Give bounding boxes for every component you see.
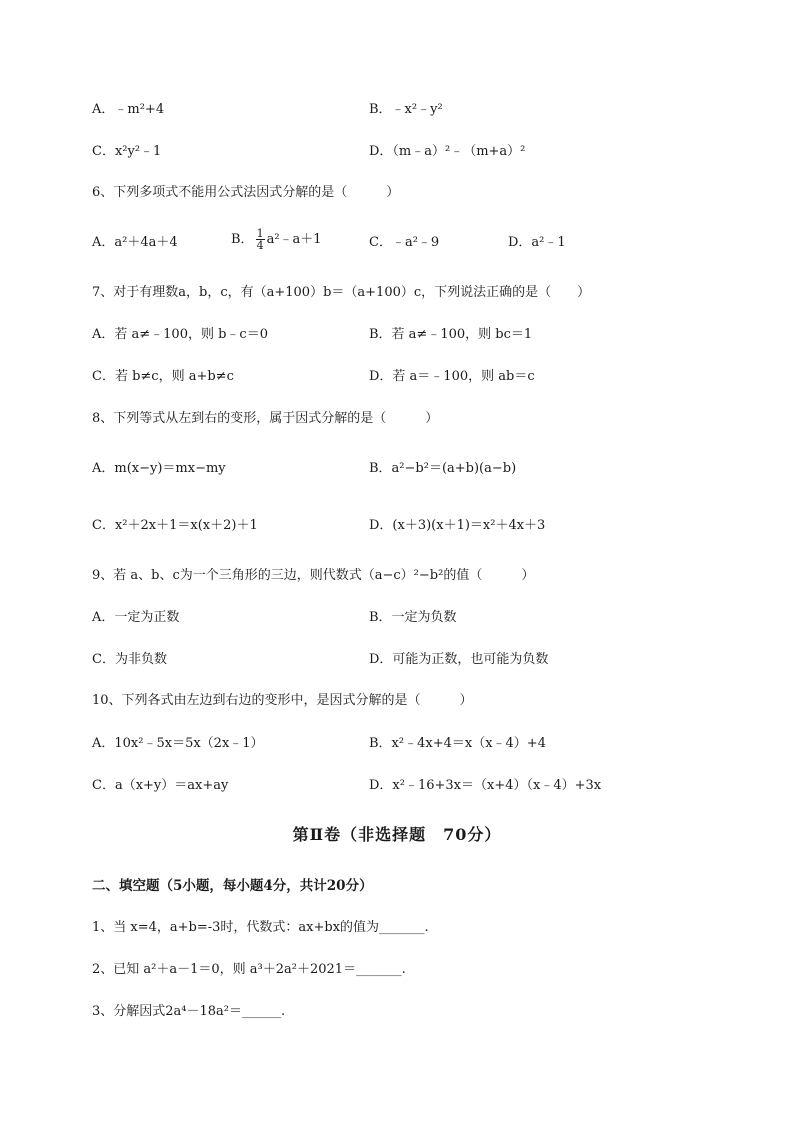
- q10-stem: 10、下列各式由左边到右边的变形中，是因式分解的是（ ）: [92, 693, 473, 708]
- q5-option-d: D．（m﹣a）²﹣（m+a）²: [369, 144, 526, 159]
- fill-item-1: 1、当 x=4，a+b=-3时，代数式：ax+bx的值为_______.: [92, 920, 429, 935]
- q10-option-d: D．x²﹣16+3x＝（x+4）（x﹣4）+3x: [369, 778, 602, 793]
- fill-item-3: 3、分解因式2a⁴－18a²＝______.: [92, 1004, 286, 1019]
- fill-item-2: 2、已知 a²＋a－1＝0，则 a³＋2a²＋2021＝_______.: [92, 962, 406, 977]
- q7-option-a: A．若 a≠﹣100，则 b﹣c＝0: [92, 327, 268, 342]
- q6-option-a: A．a²＋4a＋4: [92, 235, 178, 250]
- q9-option-c: C．为非负数: [92, 652, 167, 667]
- q6-option-b: [231, 228, 322, 251]
- q9-option-d: D．可能为正数，也可能为负数: [369, 652, 549, 667]
- q10-option-c: C．a（x+y）＝ax+ay: [92, 778, 229, 793]
- fraction-denominator: 4: [256, 239, 264, 252]
- q7-option-d: D．若 a＝﹣100，则 ab＝c: [369, 369, 535, 384]
- q9-stem: 9、若 a、b、c为一个三角形的三边，则代数式（a−c）²−b²的值（ ）: [92, 568, 535, 583]
- q5-option-c: C．x²y²﹣1: [92, 144, 162, 159]
- q8-option-a: A．m(x−y)＝mx−my: [92, 461, 226, 476]
- section-heading: 二、填空题（5小题，每小题4分，共计20分）: [92, 878, 373, 894]
- q5-option-a: A．﹣m²+4: [92, 102, 165, 117]
- q6-option-c: C．﹣a²﹣9: [369, 235, 440, 250]
- q9-option-a: A．一定为正数: [92, 610, 180, 625]
- q8-option-b: B．a²−b²＝(a+b)(a−b): [369, 461, 517, 476]
- q8-option-c: C．x²＋2x＋1＝x(x＋2)＋1: [92, 518, 258, 533]
- q7-option-b: B．若 a≠﹣100，则 bc＝1: [369, 327, 533, 342]
- q6-stem: 6、下列多项式不能用公式法因式分解的是（ ）: [92, 185, 400, 200]
- fraction-numerator: 1: [256, 227, 264, 240]
- fraction: [256, 228, 265, 251]
- q8-option-d: D．(x＋3)(x＋1)＝x²＋4x＋3: [369, 518, 546, 533]
- q10-option-a: A．10x²﹣5x＝5x（2x﹣1）: [92, 736, 264, 751]
- q7-option-c: C．若 b≠c，则 a+b≠c: [92, 369, 234, 384]
- q6-option-d: D．a²﹣1: [508, 235, 566, 250]
- q5-option-b: B．﹣x²﹣y²: [369, 102, 443, 117]
- q9-option-b: B．一定为负数: [369, 610, 457, 625]
- q7-stem: 7、对于有理数a，b，c，有（a+100）b＝（a+100）c，下列说法正确的是（ ）: [92, 285, 591, 300]
- q6-option-b-rest: a²﹣a＋1: [266, 232, 322, 247]
- section-title: 第Ⅱ卷（非选择题 70分）: [292, 825, 502, 844]
- q8-stem: 8、下列等式从左到右的变形，属于因式分解的是（ ）: [92, 411, 439, 426]
- q6-option-b-prefix: B．: [231, 232, 254, 247]
- q10-option-b: B．x²﹣4x+4＝x（x﹣4）+4: [369, 736, 546, 751]
